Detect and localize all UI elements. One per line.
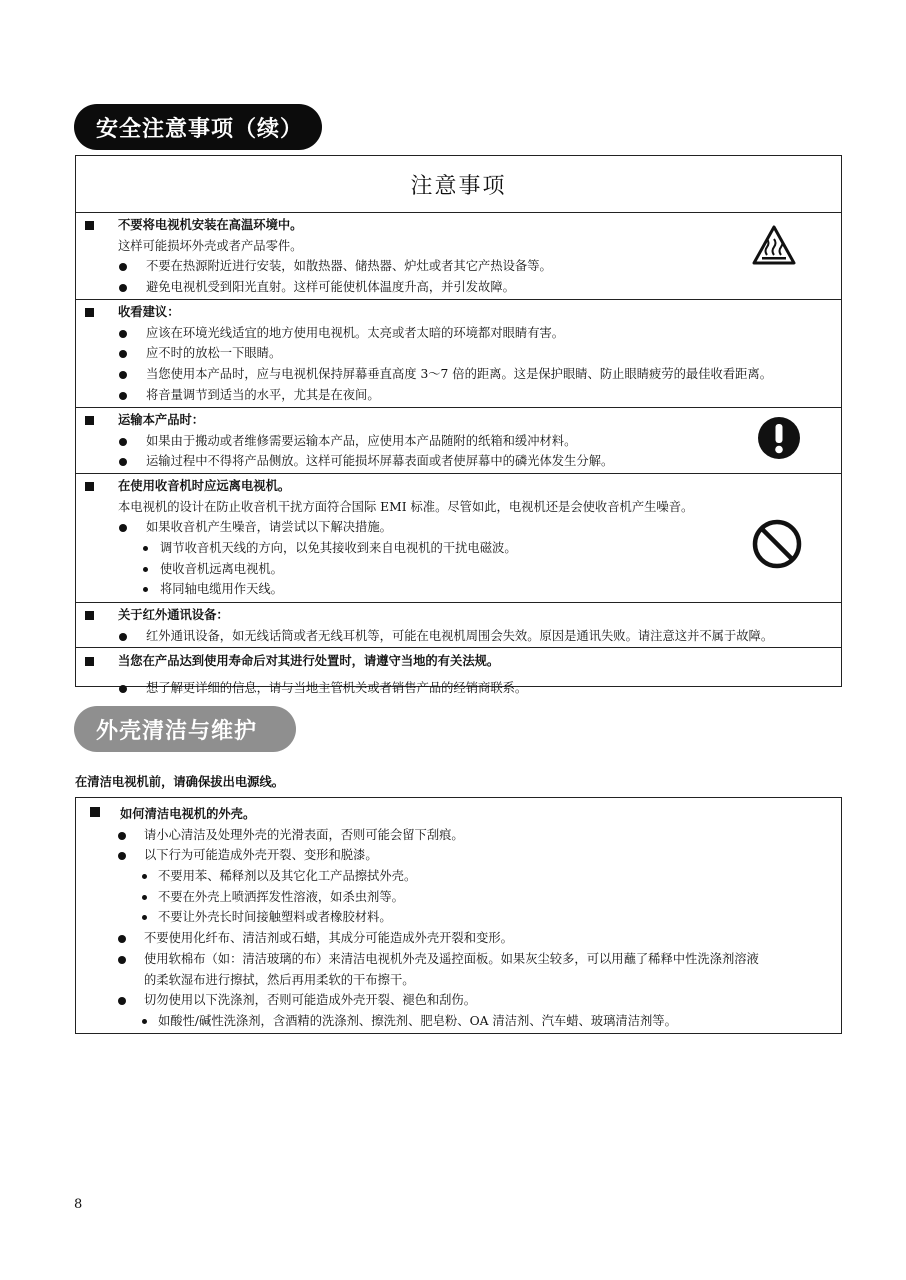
notice-heading: 在使用收音机时应远离电视机。 xyxy=(76,476,841,497)
small-bullet-dot-icon xyxy=(143,587,148,592)
notice-heading: 不要将电视机安装在高温环境中。 xyxy=(76,215,841,236)
cleaning-box xyxy=(75,797,842,1034)
small-bullet-dot-icon xyxy=(142,915,147,920)
section-title-safety: 安全注意事项（续） xyxy=(74,104,322,150)
square-bullet-icon xyxy=(85,482,94,491)
bullet-dot-icon xyxy=(118,956,126,964)
bullet-dot-icon xyxy=(119,458,127,466)
cleaning-sub-bullet: 如酸性/碱性洗涤剂，含酒精的洗涤剂、擦洗剂、肥皂粉、OA 清洁剂、汽车蜡、玻璃清洁剂等。 xyxy=(76,1011,841,1032)
cleaning-precaution: 在清洁电视机前，请确保拔出电源线。 xyxy=(75,774,285,789)
notice-heading: 收看建议： xyxy=(76,302,841,323)
notice-section-viewing-advice xyxy=(76,300,841,408)
bullet-dot-icon xyxy=(119,685,127,693)
cleaning-bullet: 切勿使用以下洗涤剂，否则可能造成外壳开裂、褪色和刮伤。 xyxy=(76,990,841,1011)
notice-section-infrared xyxy=(76,603,841,648)
bullet-dot-icon xyxy=(119,263,127,271)
bullet-dot-icon xyxy=(119,284,127,292)
small-bullet-dot-icon xyxy=(142,895,147,900)
square-bullet-icon xyxy=(85,657,94,666)
prohibited-icon xyxy=(751,518,803,570)
notice-heading: 当您在产品达到使用寿命后对其进行处置时，请遵守当地的有关法规。 xyxy=(76,651,841,672)
small-bullet-dot-icon xyxy=(143,546,148,551)
bullet-dot-icon xyxy=(119,371,127,379)
notice-section-radio-interference xyxy=(76,474,841,603)
square-bullet-icon xyxy=(85,308,94,317)
bullet-dot-icon xyxy=(119,524,127,532)
notice-section-disposal xyxy=(76,648,841,698)
hot-surface-warning-icon xyxy=(752,225,796,265)
notice-bullet: 红外通讯设备，如无线话筒或者无线耳机等，可能在电视机周围会失效。原因是通讯失败。请注意这并不属于故障。 xyxy=(76,626,841,647)
notice-bullet: 当您使用本产品时，应与电视机保持屏幕垂直高度 3～7 倍的距离。这是保护眼睛、防止眼睛疲劳的最佳收看距离。 xyxy=(76,364,841,385)
section-title-cleaning: 外壳清洁与维护 xyxy=(74,706,296,752)
bullet-dot-icon xyxy=(118,852,126,860)
notice-text: 这样可能损坏外壳或者产品零件。 xyxy=(118,238,303,253)
notice-section-transport xyxy=(76,408,841,474)
bullet-dot-icon xyxy=(119,633,127,641)
notice-sub-bullet: 将同轴电缆用作天线。 xyxy=(76,579,841,600)
notice-box-title: 注意事项 xyxy=(76,156,841,213)
notice-text: 本电视机的设计在防止收音机干扰方面符合国际 EMI 标准。尽管如此，电视机还是会使收音机产生噪音。 xyxy=(118,499,694,514)
bullet-dot-icon xyxy=(119,392,127,400)
notice-sub-bullet: 使收音机远离电视机。 xyxy=(76,559,841,580)
notice-sub-bullet: 调节收音机天线的方向，以免其接收到来自电视机的干扰电磁波。 xyxy=(76,538,841,559)
notice-bullet: 想了解更详细的信息，请与当地主管机关或者销售产品的经销商联系。 xyxy=(76,678,841,699)
page-number: 8 xyxy=(74,1197,83,1212)
square-bullet-icon xyxy=(85,416,94,425)
small-bullet-dot-icon xyxy=(143,567,148,572)
notice-heading: 运输本产品时： xyxy=(76,410,841,431)
cleaning-bullet-continued: 的柔软湿布进行擦拭，然后再用柔软的干布擦干。 xyxy=(144,972,415,987)
notice-bullet: 将音量调节到适当的水平，尤其是在夜间。 xyxy=(76,385,841,406)
notice-bullet: 避免电视机受到阳光直射。这样可能使机体温度升高，并引发故障。 xyxy=(76,277,841,298)
small-bullet-dot-icon xyxy=(142,874,147,879)
cleaning-section xyxy=(76,798,841,1032)
square-bullet-icon xyxy=(85,611,94,620)
cleaning-bullet: 以下行为可能造成外壳开裂、变形和脱漆。 xyxy=(76,845,841,866)
bullet-dot-icon xyxy=(119,438,127,446)
bullet-dot-icon xyxy=(118,997,126,1005)
cleaning-bullet: 不要使用化纤布、清洁剂或石蜡，其成分可能造成外壳开裂和变形。 xyxy=(76,928,841,949)
notice-bullet: 应该在环境光线适宜的地方使用电视机。太亮或者太暗的环境都对眼睛有害。 xyxy=(76,323,841,344)
notice-bullet: 如果收音机产生噪音，请尝试以下解决措施。 xyxy=(76,517,841,538)
notice-bullet: 运输过程中不得将产品侧放。这样可能损坏屏幕表面或者使屏幕中的磷光体发生分解。 xyxy=(76,451,841,472)
cleaning-sub-bullet: 不要让外壳长时间接触塑料或者橡胶材料。 xyxy=(76,907,841,928)
cleaning-bullet: 使用软棉布（如：清洁玻璃的布）来清洁电视机外壳及遥控面板。如果灰尘较多，可以用蘸了稀释中性洗涤剂溶液 xyxy=(76,949,841,970)
bullet-dot-icon xyxy=(118,935,126,943)
bullet-dot-icon xyxy=(119,350,127,358)
notice-heading: 关于红外通讯设备： xyxy=(76,605,841,626)
square-bullet-icon xyxy=(85,221,94,230)
notice-box xyxy=(75,155,842,695)
exclamation-icon xyxy=(757,416,801,460)
bullet-dot-icon xyxy=(119,330,127,338)
notice-bullet: 不要在热源附近进行安装，如散热器、储热器、炉灶或者其它产热设备等。 xyxy=(76,256,841,277)
cleaning-bullet: 请小心清洁及处理外壳的光滑表面，否则可能会留下刮痕。 xyxy=(76,825,841,846)
bullet-dot-icon xyxy=(118,832,126,840)
small-bullet-dot-icon xyxy=(142,1019,147,1024)
notice-bullet: 如果由于搬动或者维修需要运输本产品，应使用本产品随附的纸箱和缓冲材料。 xyxy=(76,431,841,452)
notice-section-high-temperature xyxy=(76,213,841,300)
notice-bullet: 应不时的放松一下眼睛。 xyxy=(76,343,841,364)
cleaning-sub-bullet: 不要在外壳上喷洒挥发性溶液，如杀虫剂等。 xyxy=(76,887,841,908)
cleaning-sub-bullet: 不要用苯、稀释剂以及其它化工产品擦拭外壳。 xyxy=(76,866,841,887)
cleaning-heading: 如何清洁电视机的外壳。 xyxy=(76,804,841,825)
square-bullet-icon xyxy=(90,807,100,817)
